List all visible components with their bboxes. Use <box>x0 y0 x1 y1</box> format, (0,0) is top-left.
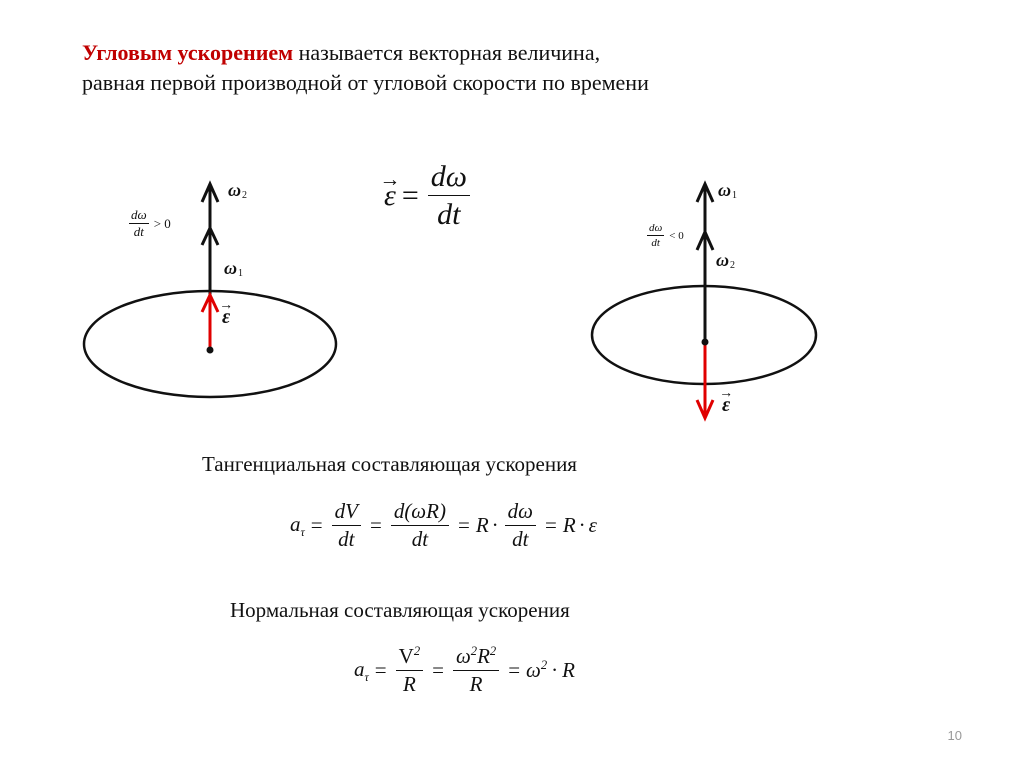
right-omega1-label <box>718 180 737 201</box>
right-omega1-index: 1 <box>732 190 738 201</box>
left-epsilon-label <box>222 306 230 329</box>
tangential-dot-1: · <box>491 513 499 538</box>
tangential-fraction-3-num: dω <box>505 500 536 526</box>
tangential-fraction-2 <box>391 500 449 551</box>
normal-r-power: 2 <box>489 644 497 658</box>
main-fraction-denominator: dt <box>437 198 461 231</box>
right-condition-fraction <box>647 222 664 249</box>
tangential-formula <box>290 500 597 551</box>
normal-omega-power: 2 <box>470 644 478 658</box>
normal-dot: · <box>551 658 559 683</box>
normal-v-power: 2 <box>413 644 421 658</box>
left-omega1-index: 1 <box>238 268 244 279</box>
normal-eq-2: = <box>432 658 444 683</box>
left-center-dot <box>207 347 214 354</box>
main-numerator-text: dω <box>430 160 467 193</box>
left-condition-fraction <box>129 208 149 240</box>
left-diagram <box>84 184 336 397</box>
tangential-eq-1: = <box>310 513 323 538</box>
right-condition-numerator: dω <box>647 222 664 236</box>
left-condition <box>126 208 171 240</box>
left-condition-numerator: dω <box>129 208 149 224</box>
normal-a <box>354 657 369 685</box>
normal-rhs-r: R <box>562 658 575 683</box>
tangential-fraction-1-den: dt <box>338 527 355 552</box>
left-omega1-symbol: ω <box>224 258 238 278</box>
normal-fraction-1-den: R <box>402 672 416 697</box>
intro-line-2: равная первой производной от угловой скорости по времени <box>82 70 649 95</box>
tangential-eq-2: = <box>369 513 382 538</box>
left-omega2-label <box>228 180 247 201</box>
equals-sign: = <box>401 178 419 212</box>
tangential-epsilon: ε <box>588 513 597 538</box>
right-epsilon-label <box>722 394 730 417</box>
left-omega2-index: 2 <box>242 190 248 201</box>
normal-eq-3: = <box>508 658 521 683</box>
tangential-a <box>290 512 305 540</box>
normal-fraction-1 <box>396 645 423 696</box>
normal-rhs-power: 2 <box>540 658 548 673</box>
tangential-eq-3: = <box>457 513 470 538</box>
normal-v-symbol: V <box>398 644 414 668</box>
normal-a-subscript: τ <box>364 669 369 684</box>
tangential-a-symbol: a <box>290 511 301 536</box>
right-condition-relation: < 0 <box>669 229 684 242</box>
left-condition-relation: > 0 <box>153 215 171 231</box>
normal-r-symbol: R <box>477 644 490 668</box>
tangential-dot-2: · <box>578 513 586 538</box>
normal-heading: Нормальная составляющая ускорения <box>230 598 570 622</box>
tangential-fraction-2-num: d(ωR) <box>391 500 449 526</box>
right-omega1-symbol: ω <box>718 180 732 200</box>
tangential-fraction-3 <box>505 500 536 551</box>
right-omega2-label <box>716 250 735 271</box>
tangential-fraction-1 <box>332 500 361 551</box>
tangential-a-subscript: τ <box>300 524 305 539</box>
right-omega2-symbol: ω <box>716 250 730 270</box>
right-condition <box>644 222 684 249</box>
normal-a-symbol: a <box>354 656 365 681</box>
left-epsilon-symbol: ε → <box>222 306 230 329</box>
tangential-fraction-2-den: dt <box>411 527 429 552</box>
intro-term: Угловым ускорением <box>82 40 294 65</box>
normal-rhs <box>526 658 547 683</box>
tangential-r-2: R <box>562 513 576 538</box>
intro-line-1-rest: называется векторная величина, <box>293 40 601 65</box>
right-diagram <box>592 184 816 418</box>
normal-rhs-omega: ω <box>526 658 541 683</box>
tangential-heading: Тангенциальная составляющая ускорения <box>202 452 577 476</box>
normal-eq-1: = <box>374 658 387 683</box>
left-condition-denominator: dt <box>133 224 144 240</box>
right-omega2-index: 2 <box>730 260 736 271</box>
normal-fraction-2-den: R <box>469 672 483 697</box>
left-omega2-symbol: ω <box>228 180 242 200</box>
normal-formula <box>354 645 575 696</box>
right-epsilon-symbol: ε → <box>722 394 730 417</box>
left-omega1-label <box>224 258 243 279</box>
normal-fraction-2 <box>453 645 499 696</box>
right-center-dot <box>702 339 709 346</box>
tangential-fraction-1-num: dV <box>332 500 361 526</box>
tangential-fraction-3-den: dt <box>512 527 529 552</box>
normal-fraction-2-num <box>453 645 499 671</box>
page-number: 10 <box>947 728 962 743</box>
normal-omega-symbol: ω <box>455 644 471 668</box>
tangential-eq-4: = <box>544 513 557 538</box>
tangential-r-1: R <box>475 513 489 538</box>
normal-fraction-1-num <box>396 645 423 671</box>
right-condition-denominator: dt <box>651 237 660 250</box>
epsilon-vector-symbol: ε → <box>384 179 396 213</box>
